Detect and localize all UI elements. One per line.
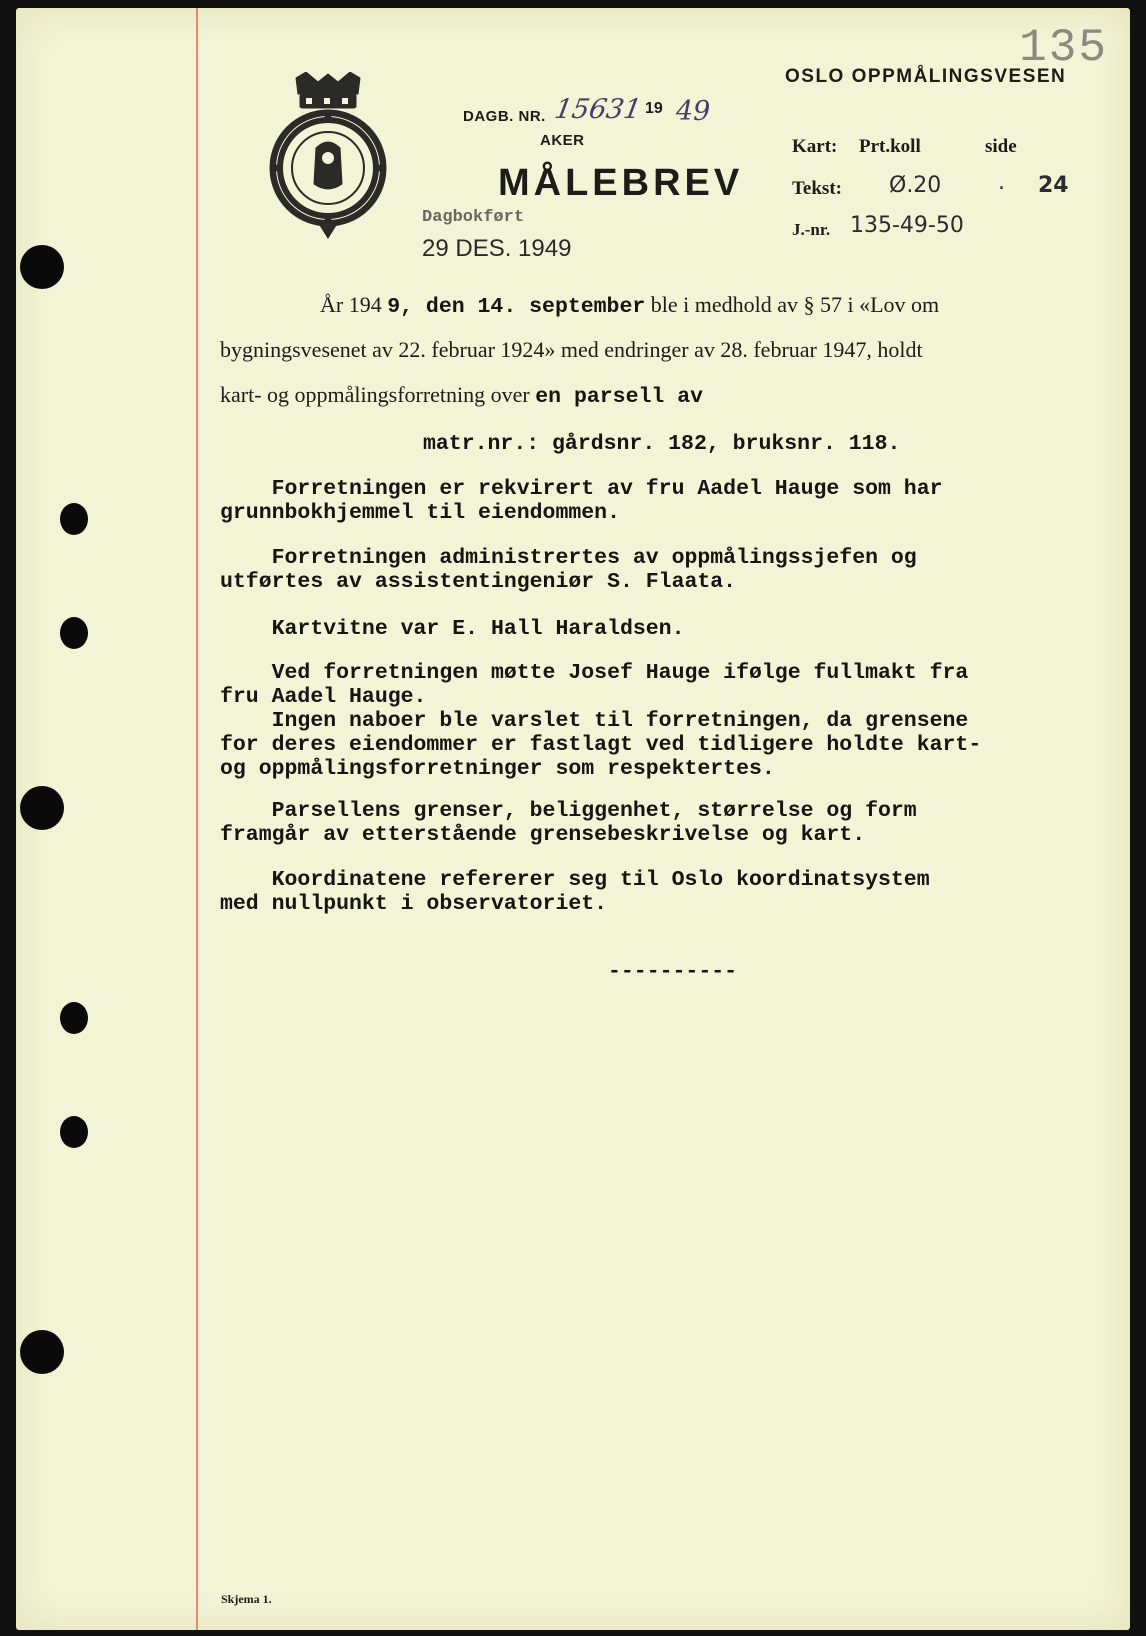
margin-line [196, 8, 198, 1630]
side-value: 24 [1038, 173, 1069, 198]
binder-hole [20, 245, 64, 289]
dagb-year-handwritten: 49 [676, 96, 711, 127]
paragraph-forretningen-motte: Ved forretningen møtte Josef Hauge ifølge fullmakt fra fru Aadel Hauge. Ingen naboer ble varslet til forretningen, da grensene for deres eiendommer er fastlagt ved tidligere holdte kart- og oppmålingsforretninger som respektertes. [220, 661, 982, 781]
paragraph-koordinater: Koordinatene refererer seg til Oslo koordinatsystem med nullpunkt i observatoriet. [220, 868, 930, 916]
dagbokfort-stamp: Dagbokført [422, 208, 525, 227]
intro-parsell-typed: en parsell av [535, 385, 703, 409]
paragraph-grenser: Parsellens grenser, beliggenhet, størrelse og form framgår av etterstående grensebeskrivelse og kart. [220, 799, 917, 847]
binder-hole [60, 1116, 88, 1148]
kart-value: Prt.koll [859, 136, 921, 157]
dagb-stamp-number: 19 [645, 100, 663, 117]
binder-hole [60, 1002, 88, 1034]
paragraph-administrertes: Forretningen administrertes av oppmålingssjefen og utførtes av assistentingeniør S. Flaata. [220, 546, 917, 594]
date-stamp: 29 DES. 1949 [422, 235, 572, 262]
intro-year-prefix: År 194 [320, 292, 382, 317]
intro-date-typed: 9, den 14. september [387, 295, 646, 319]
oslo-seal-icon [266, 72, 390, 240]
organization-name: OSLO OPPMÅLINGSVESEN [785, 66, 1067, 87]
intro-legal-reference: ble i medhold av § 57 i «Lov om [650, 292, 940, 317]
jnr-value: 135-49-50 [850, 213, 964, 238]
binder-hole [60, 617, 88, 649]
paragraph-kartvitne: Kartvitne var E. Hall Haraldsen. [220, 617, 685, 641]
intro-line-3 [220, 382, 703, 409]
paragraph-rekvirert: Forretningen er rekvirert av fru Aadel Hauge som har grunnbokhjemmel til eiendommen. [220, 477, 943, 525]
jnr-label: J.-nr. [792, 220, 831, 239]
binder-hole [20, 786, 64, 830]
end-rule: ---------- [608, 960, 738, 984]
tekst-separator: . [998, 170, 1005, 195]
kart-label: Kart: [792, 136, 838, 157]
dagb-number-handwritten: 15631 [552, 94, 644, 125]
binder-hole [20, 1330, 64, 1374]
binder-hole [60, 503, 88, 535]
page-number: 135 [1019, 22, 1108, 74]
side-label: side [985, 136, 1017, 157]
tekst-label: Tekst: [792, 178, 842, 199]
intro-forretning-label: kart- og oppmålingsforretning over [220, 382, 530, 407]
form-number: Skjema 1. [221, 1592, 272, 1606]
district-label: AKER [540, 132, 585, 149]
tekst-value: Ø.20 [889, 173, 942, 198]
document-title: MÅLEBREV [498, 162, 744, 204]
intro-line-2: bygningsvesenet av 22. februar 1924» med endringer av 28. februar 1947, holdt [220, 337, 923, 362]
intro-line-1 [320, 292, 939, 319]
dagb-label: DAGB. NR. [463, 108, 546, 125]
matr-line: matr.nr.: gårdsnr. 182, bruksnr. 118. [423, 432, 901, 456]
